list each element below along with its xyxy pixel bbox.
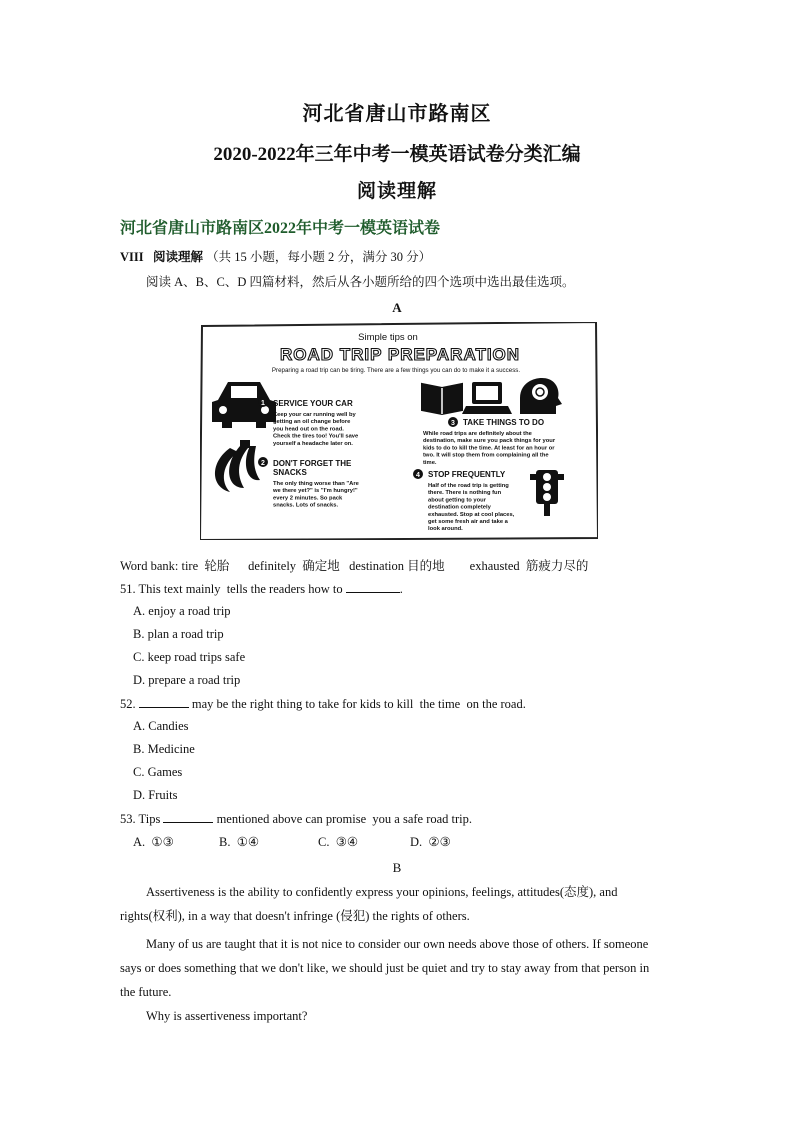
q51-option-a: A. enjoy a road trip <box>133 604 231 618</box>
q51-option-d: D. prepare a road trip <box>133 673 241 687</box>
book-icon <box>422 384 462 414</box>
tip1-lines-line: Check the tires too! You'll save <box>273 433 359 440</box>
tip4-lines-line: there. There is nothing fun <box>428 490 502 497</box>
passage-b-text <box>120 880 665 1028</box>
q53-option-a: A. ①③ <box>133 835 174 849</box>
tip1-lines-line: Keep your car running well by <box>273 412 356 418</box>
tip3-lines-line: destination, make sure you pack things for your <box>423 438 556 445</box>
tip3-title: TAKE THINGS TO DO <box>463 418 545 427</box>
tip2-title-line: DON'T FORGET THE <box>273 459 352 468</box>
poster-intro: Preparing a road trip can be tiring. There are a few things you can do to make it a success. <box>271 367 521 374</box>
question-51-stem <box>120 581 403 597</box>
tip2-number: 2 <box>261 460 265 467</box>
q53-option-b: B. ①④ <box>219 835 260 849</box>
tip3-lines-line: While road trips are definitely about the <box>423 431 532 437</box>
q51-stem-after: . <box>399 582 403 596</box>
tip4-lines-line: destination completely <box>428 504 491 511</box>
passage-b-label: B <box>392 860 402 875</box>
q53-stem-before: 53. Tips <box>120 812 164 826</box>
q51-answer-blank <box>346 581 400 593</box>
instruction-text: 阅读 A、B、C、D 四篇材料，然后从各小题所给的四个选项中选出最佳选项。 <box>146 275 575 289</box>
tip3-number: 3 <box>451 420 455 427</box>
question-53-stem <box>120 811 472 827</box>
q52-option-d: D. Fruits <box>133 788 178 802</box>
tip1-lines-line: getting an oil change before <box>273 419 351 426</box>
tip4-lines-line: look around. <box>428 526 463 533</box>
tip2-lines-line: every 2 minutes. So pack <box>273 495 343 502</box>
tip2-title-line: SNACKS <box>273 468 307 477</box>
passage-a-label: A <box>392 300 402 315</box>
section-number: VIII <box>120 250 144 264</box>
q51-option-c: C. keep road trips safe <box>133 650 246 664</box>
poster-top-line: Simple tips on <box>358 332 418 343</box>
section-detail: （共 15 小题，每小题 2 分，满分 30 分） <box>206 250 432 264</box>
passage-b-paragraph-3: Why is assertiveness important? <box>146 1009 308 1023</box>
tip4-title: STOP FREQUENTLY <box>428 470 506 479</box>
q51-stem-before: 51. This text mainly tells the readers how to <box>120 582 346 596</box>
q53-stem-after: mentioned above can promise you a safe road trip. <box>213 812 473 826</box>
tip4-lines-line: exhausted. Stop at cool places, <box>428 511 515 518</box>
poster-headline: ROAD TRIP PREPARATION <box>279 345 521 364</box>
tip1-lines-line: yourself a headache later on. <box>273 440 353 447</box>
q53-answer-blank <box>163 811 213 823</box>
q53-option-d: D. ②③ <box>410 835 451 849</box>
tip3-lines-line: time. <box>423 459 437 466</box>
tip4-lines-line: Half of the road trip is getting <box>428 483 509 489</box>
section-name: 阅读理解 <box>153 250 204 264</box>
tip2-lines-line: The only thing worse than "Are <box>273 481 359 487</box>
q52-option-b: B. Medicine <box>133 742 195 756</box>
document-title-line1: 河北省唐山市路南区 <box>302 103 492 125</box>
question-52-stem <box>120 696 526 712</box>
tip3-lines-line: two. It will stop them from complaining all the <box>423 452 549 459</box>
road-trip-poster <box>200 322 598 540</box>
tip1-title: SERVICE YOUR CAR <box>273 399 353 408</box>
tip2-lines-line: we there yet?" is "I'm hungry!" <box>273 488 358 495</box>
q52-option-a: A. Candies <box>133 719 189 733</box>
q53-option-c: C. ③④ <box>318 835 359 849</box>
tip1-lines-line: you head out on the road. <box>273 426 344 433</box>
tip1-number: 1 <box>261 400 265 407</box>
tip4-lines-line: get some fresh air and take a <box>428 519 508 525</box>
q52-option-c: C. Games <box>133 765 183 779</box>
tip2-lines-line: snacks. Lots of snacks. <box>273 502 339 509</box>
document-title-line2: 2020-2022年三年中考一模英语试卷分类汇编 <box>213 144 581 165</box>
passage-b-paragraph-1: Assertiveness is the ability to confidently express your opinions, feelings, attitudes(态度), and rights(权利), in a way that doesn't infringe (侵犯) the rights of others. <box>120 885 618 923</box>
exam-subtitle: 河北省唐山市路南区2022年中考一模英语试卷 <box>120 220 441 237</box>
word-bank: Word bank: tire 轮胎 definitely 确定地 destination 目的地 exhausted 筋疲力尽的 <box>120 559 589 573</box>
passage-b-paragraph-2: Many of us are taught that it is not nice to consider our own needs above those of others. If someone says or does something that we don't like, we should just be quiet and try to stay away from that person in the future. <box>120 937 650 999</box>
tip3-lines-line: kids to do to kill the time. At least for an hour or <box>423 445 555 452</box>
q52-stem-before: 52. <box>120 697 139 711</box>
q52-stem-after: may be the right thing to take for kids to kill the time on the road. <box>188 697 526 711</box>
q51-option-b: B. plan a road trip <box>133 627 224 641</box>
document-title-line3: 阅读理解 <box>356 181 437 202</box>
section-header <box>120 247 431 265</box>
q52-answer-blank <box>139 696 189 708</box>
tip4-number: 4 <box>416 472 420 479</box>
tip4-lines-line: about getting to your <box>428 497 486 504</box>
